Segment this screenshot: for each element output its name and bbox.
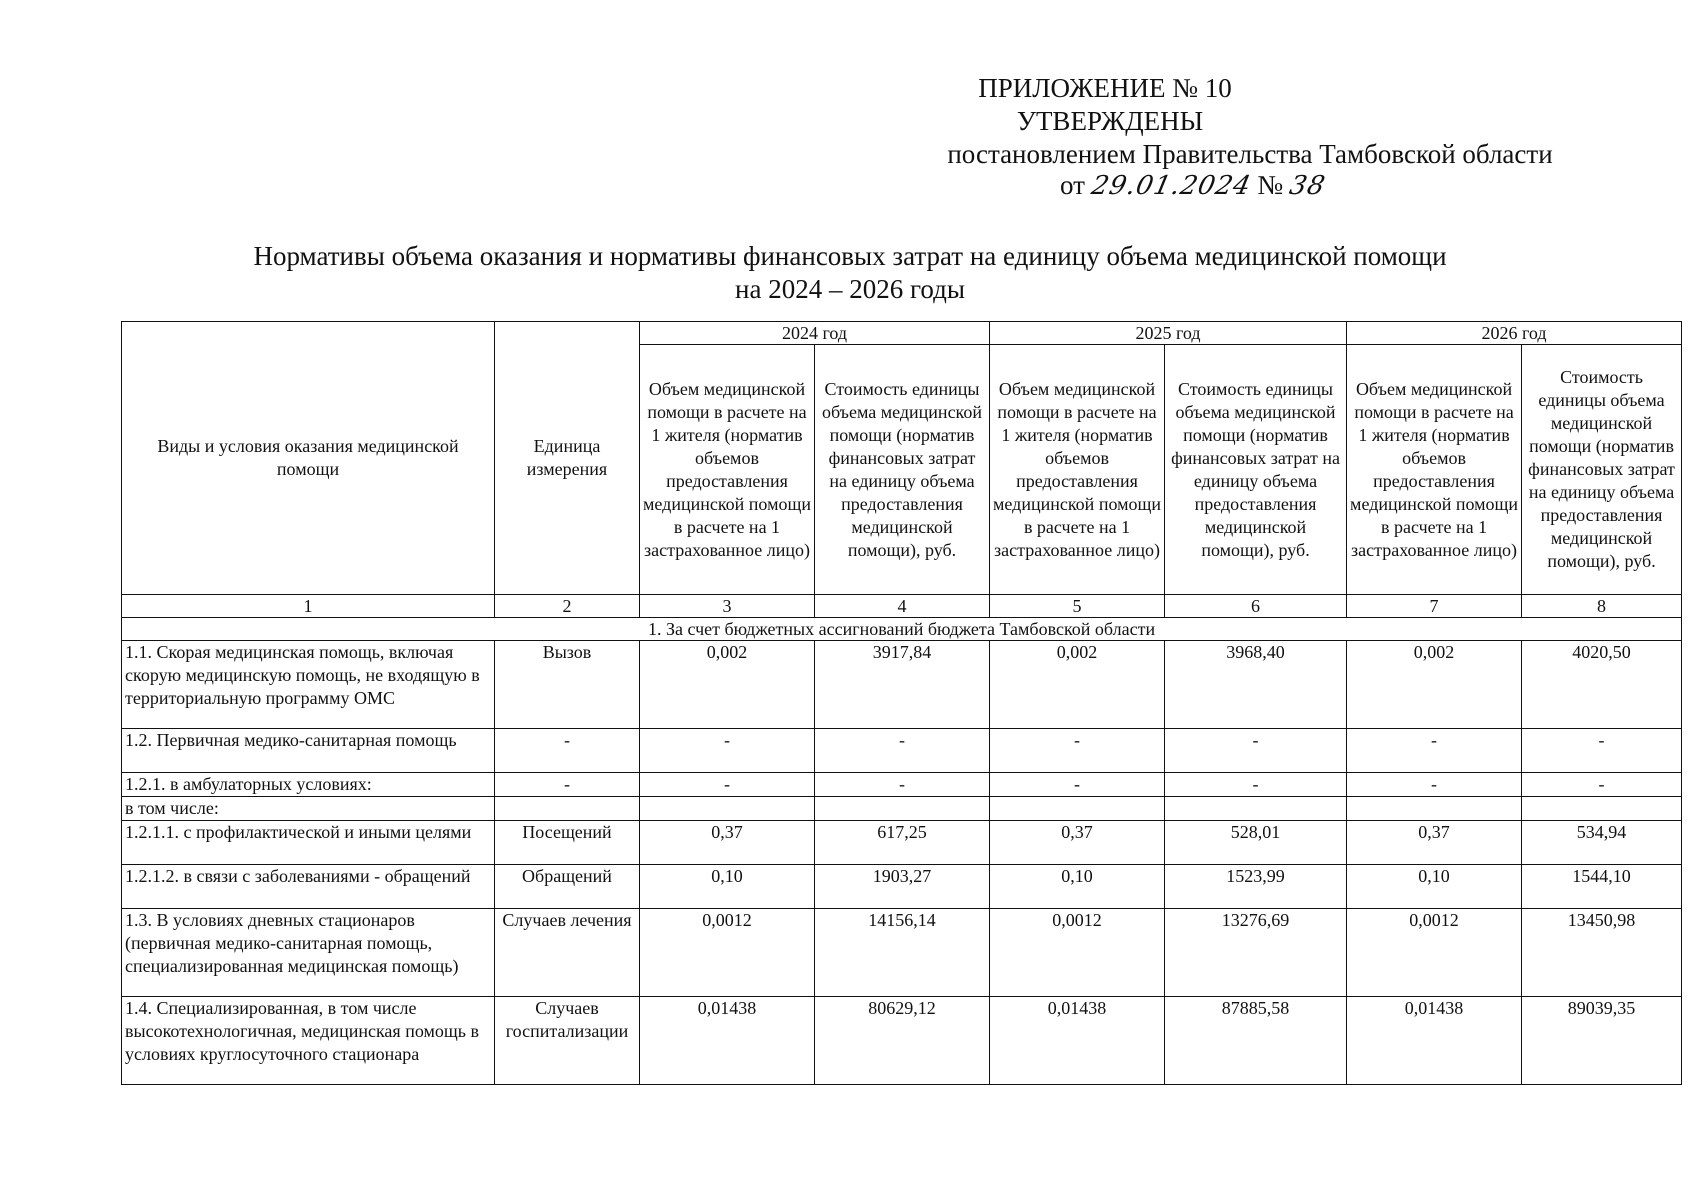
row-kind-cell: в том числе:	[122, 797, 495, 821]
table-row	[122, 821, 1682, 865]
row-value-cell: 0,10	[1347, 865, 1522, 909]
row-value-cell: -	[1165, 729, 1347, 773]
col-number: 7	[1347, 595, 1522, 618]
cost-2025-header: Стоимость единицы объема медицинской помощи (норматив финансовых затрат на единицу объема предоставления медицинской помощи), руб.	[1165, 345, 1347, 595]
row-value-cell: 0,002	[640, 641, 815, 729]
row-value-cell: -	[1522, 773, 1682, 797]
row-value-cell: -	[815, 729, 990, 773]
row-kind-cell: 1.2.1.1. с профилактической и иными целями	[122, 821, 495, 865]
row-value-cell: 0,002	[990, 641, 1165, 729]
row-kind-cell: 1.2. Первичная медико-санитарная помощь	[122, 729, 495, 773]
table-row	[122, 997, 1682, 1085]
decree-date-line	[1060, 170, 1329, 201]
year-2024-header: 2024 год	[640, 322, 990, 345]
row-value-cell: -	[990, 729, 1165, 773]
row-unit-cell: -	[495, 773, 640, 797]
col-number: 3	[640, 595, 815, 618]
row-kind-cell: 1.1. Скорая медицинская помощь, включая скорую медицинскую помощь, не входящую в территориальную программу ОМС	[122, 641, 495, 729]
handwritten-number: 38	[1286, 171, 1329, 201]
title-line-1: Нормативы объема оказания и нормативы финансовых затрат на единицу объема медицинской помощи	[253, 241, 1447, 271]
row-kind-cell: 1.4. Специализированная, в том числе высокотехнологичная, медицинская помощь в условиях круглосуточного стационара	[122, 997, 495, 1085]
row-value-cell: 0,01438	[640, 997, 815, 1085]
row-value-cell: 4020,50	[1522, 641, 1682, 729]
table-row	[122, 641, 1682, 729]
row-value-cell	[1522, 797, 1682, 821]
row-unit-cell: Случаев лечения	[495, 909, 640, 997]
row-value-cell	[1347, 797, 1522, 821]
table-row	[122, 773, 1682, 797]
row-value-cell: 0,0012	[640, 909, 815, 997]
row-value-cell: -	[1165, 773, 1347, 797]
row-value-cell	[1165, 797, 1347, 821]
row-value-cell: -	[990, 773, 1165, 797]
title-line-2: на 2024 – 2026 годы	[735, 274, 965, 304]
row-value-cell: 0,0012	[1347, 909, 1522, 997]
col-unit-header: Единица измерения	[495, 322, 640, 595]
table-body	[122, 641, 1682, 1085]
row-unit-cell: Вызов	[495, 641, 640, 729]
number-prefix: №	[1257, 170, 1284, 200]
date-prefix: от	[1060, 170, 1085, 200]
row-value-cell	[815, 797, 990, 821]
col-number: 6	[1165, 595, 1347, 618]
table-row	[122, 865, 1682, 909]
col-number: 2	[495, 595, 640, 618]
handwritten-date: 29.01.2024	[1088, 171, 1254, 201]
row-value-cell: -	[1522, 729, 1682, 773]
column-numbers-row	[122, 595, 1682, 618]
row-unit-cell	[495, 797, 640, 821]
row-value-cell: -	[640, 773, 815, 797]
document-title	[120, 240, 1580, 306]
col-kind-header: Виды и условия оказания медицинской помощи	[122, 322, 495, 595]
row-value-cell: 13450,98	[1522, 909, 1682, 997]
row-value-cell	[640, 797, 815, 821]
row-value-cell: 89039,35	[1522, 997, 1682, 1085]
approved-label: УТВЕРЖДЕНЫ	[1016, 106, 1204, 136]
row-value-cell: 1523,99	[1165, 865, 1347, 909]
vol-2026-header: Объем медицинской помощи в расчете на 1 жителя (норматив объемов предоставления медицинской помощи в расчете на 1 застрахованное лицо)	[1347, 345, 1522, 595]
col-number: 5	[990, 595, 1165, 618]
header-row-years	[122, 322, 1682, 345]
row-value-cell: 13276,69	[1165, 909, 1347, 997]
row-value-cell: 0,37	[640, 821, 815, 865]
row-value-cell: -	[640, 729, 815, 773]
col-number: 8	[1522, 595, 1682, 618]
appendix-label: ПРИЛОЖЕНИЕ № 10	[978, 73, 1232, 103]
table-row	[122, 729, 1682, 773]
row-value-cell: 3917,84	[815, 641, 990, 729]
section-title: 1. За счет бюджетных ассигнований бюджета Тамбовской области	[122, 618, 1682, 641]
row-value-cell: -	[815, 773, 990, 797]
row-kind-cell: 1.2.1.2. в связи с заболеваниями - обращений	[122, 865, 495, 909]
row-value-cell: 0,0012	[990, 909, 1165, 997]
row-value-cell: 87885,58	[1165, 997, 1347, 1085]
row-value-cell: 0,01438	[1347, 997, 1522, 1085]
row-value-cell: 0,37	[1347, 821, 1522, 865]
norms-table	[121, 321, 1682, 1085]
table-row	[122, 909, 1682, 997]
row-unit-cell: Случаев госпитализации	[495, 997, 640, 1085]
table-row	[122, 797, 1682, 821]
row-kind-cell: 1.2.1. в амбулаторных условиях:	[122, 773, 495, 797]
row-value-cell: 80629,12	[815, 997, 990, 1085]
row-value-cell: 1544,10	[1522, 865, 1682, 909]
row-value-cell: -	[1347, 729, 1522, 773]
row-value-cell: 528,01	[1165, 821, 1347, 865]
section-row	[122, 618, 1682, 641]
row-value-cell: 534,94	[1522, 821, 1682, 865]
row-unit-cell: -	[495, 729, 640, 773]
vol-2025-header: Объем медицинской помощи в расчете на 1 жителя (норматив объемов предоставления медицинской помощи в расчете на 1 застрахованное лицо)	[990, 345, 1165, 595]
row-value-cell: 0,10	[990, 865, 1165, 909]
row-value-cell: 0,10	[640, 865, 815, 909]
row-kind-cell: 1.3. В условиях дневных стационаров (первичная медико-санитарная помощь, специализированная медицинская помощь)	[122, 909, 495, 997]
cost-2024-header: Стоимость единицы объема медицинской помощи (норматив финансовых затрат на единицу объема предоставления медицинской помощи), руб.	[815, 345, 990, 595]
year-2026-header: 2026 год	[1347, 322, 1682, 345]
row-value-cell: 1903,27	[815, 865, 990, 909]
row-value-cell: 14156,14	[815, 909, 990, 997]
row-unit-cell: Обращений	[495, 865, 640, 909]
col-number: 4	[815, 595, 990, 618]
row-value-cell: 0,002	[1347, 641, 1522, 729]
row-value-cell: 617,25	[815, 821, 990, 865]
row-value-cell: 0,37	[990, 821, 1165, 865]
row-value-cell	[990, 797, 1165, 821]
row-value-cell: 0,01438	[990, 997, 1165, 1085]
approved-by: постановлением Правительства Тамбовской области	[947, 139, 1553, 169]
row-value-cell: -	[1347, 773, 1522, 797]
row-value-cell: 3968,40	[1165, 641, 1347, 729]
col-number: 1	[122, 595, 495, 618]
approval-header	[880, 72, 1580, 171]
year-2025-header: 2025 год	[990, 322, 1347, 345]
vol-2024-header: Объем медицинской помощи в расчете на 1 жителя (норматив объемов предоставления медицинской помощи в расчете на 1 застрахованное лицо)	[640, 345, 815, 595]
cost-2026-header: Стоимость единицы объема медицинской помощи (норматив финансовых затрат на единицу объема предоставления медицинской помощи), руб.	[1522, 345, 1682, 595]
row-unit-cell: Посещений	[495, 821, 640, 865]
